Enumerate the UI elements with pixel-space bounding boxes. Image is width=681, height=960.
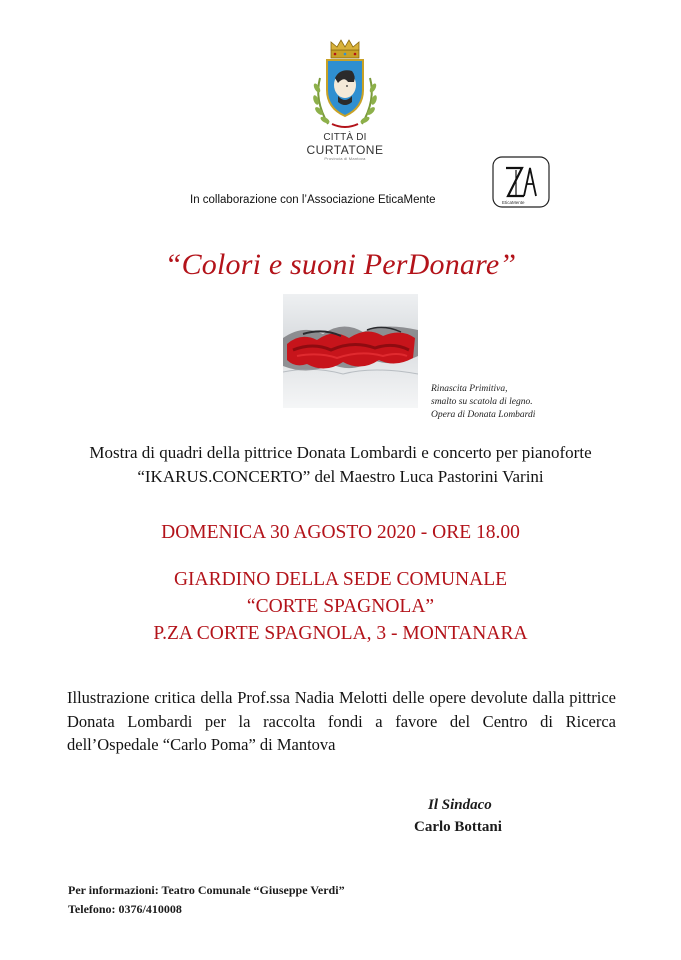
phone-line: Telefono: 0376/410008 (68, 902, 182, 916)
city-name-line1: CITTÀ DI (323, 132, 367, 143)
critique-paragraph: Illustrazione critica della Prof.ssa Nadia Melotti delle opere devolute dalla pittrice Donata Lombardi per la raccolta fondi a favore del Centro di Ricerca dell’Ospedale “Carlo Poma” di Mantova (67, 688, 616, 754)
collaboration-line: In collaborazione con l’Associazione EticaMente (190, 194, 436, 206)
venue-line: GIARDINO DELLA SEDE COMUNALE (173, 569, 508, 590)
description-line: Mostra di quadri della pittrice Donata Lombardi e concerto per pianoforte (89, 443, 592, 462)
footer-info (68, 881, 345, 919)
association-logo-text: EticaMente (502, 200, 525, 205)
caption-line: Rinascita Primitiva, (431, 384, 508, 394)
city-name-line2: CURTATONE (306, 143, 384, 157)
caption-line: Opera di Donata Lombardi (431, 410, 536, 420)
city-name (300, 132, 390, 162)
event-description (0, 441, 681, 489)
venue-line: “CORTE SPAGNOLA” (246, 596, 435, 617)
info-line: Per informazioni: Teatro Comunale “Giuseppe Verdi” (68, 883, 345, 897)
city-subtitle: Provincia di Mantova (324, 156, 366, 161)
event-date-time: DOMENICA 30 AGOSTO 2020 - ORE 18.00 (161, 522, 520, 543)
artwork-image (283, 294, 418, 408)
event-venue (0, 566, 681, 647)
mayor-name: Carlo Bottani (414, 819, 502, 835)
event-title: “Colori e suoni PerDonare” (164, 248, 517, 281)
description-line: “IKARUS.CONCERTO” del Maestro Luca Pastorini Varini (137, 467, 544, 486)
association-logo-icon (492, 156, 550, 208)
caption-line: smalto su scatola di legno. (431, 397, 533, 407)
mayor-role: Il Sindaco (428, 797, 492, 813)
venue-line: P.ZA CORTE SPAGNOLA, 3 - MONTANARA (153, 623, 528, 644)
city-crest-icon (300, 38, 390, 138)
artwork-caption (431, 383, 535, 422)
